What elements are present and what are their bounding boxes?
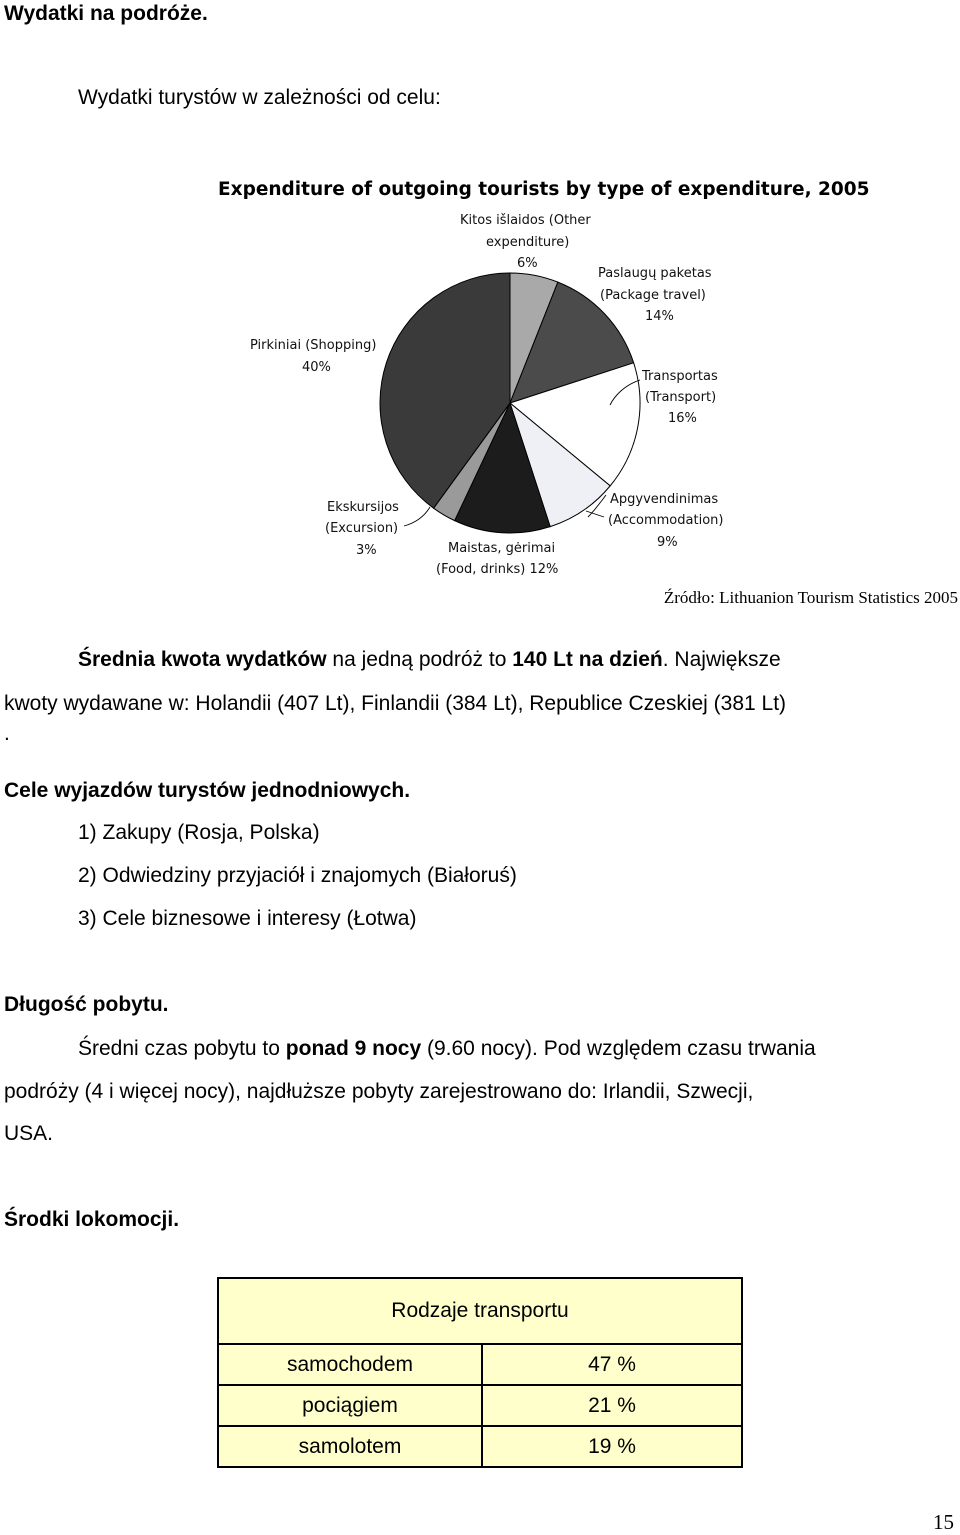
label-package <box>598 266 712 324</box>
label-shopping <box>250 338 376 375</box>
page-number: 15 <box>933 1510 954 1534</box>
list-item-shopping: 1) Zakupy (Rosja, Polska) <box>78 821 320 844</box>
label-transport-en: (Transport) <box>645 390 717 405</box>
table-cell-share: 19 % <box>482 1426 742 1467</box>
table-row <box>218 1344 742 1385</box>
table-row <box>218 1426 742 1467</box>
label-accommodation-lt: Apgyvendinimas <box>610 492 719 507</box>
stay-length-line3: USA. <box>4 1122 54 1145</box>
label-transport-lt: Transportas <box>642 369 718 384</box>
chart-source: Źródło: Lithuanion Tourism Statistics 2005 <box>663 588 958 607</box>
table-header-row <box>218 1278 742 1344</box>
label-other-lt: Kitos išlaidos (Other <box>460 213 591 228</box>
label-accommodation-en: (Accommodation) <box>608 513 724 528</box>
average-spend-tail: . Największe <box>662 648 781 671</box>
label-package-pct: 14% <box>645 309 674 324</box>
list-item-visits: 2) Odwiedziny przyjaciół i znajomych (Białoruś) <box>78 864 517 887</box>
label-package-en: (Package travel) <box>600 288 706 303</box>
table-row <box>218 1385 742 1426</box>
label-accommodation <box>608 492 723 550</box>
paragraph-average-spend <box>78 648 781 672</box>
label-food-lt: Maistas, gėrimai <box>448 541 556 556</box>
list-item-business: 3) Cele biznesowe i interesy (Łotwa) <box>78 907 417 930</box>
label-food-en: (Food, drinks) 12% <box>436 562 559 577</box>
table-cell-share: 21 % <box>482 1385 742 1426</box>
label-shopping-pct: 40% <box>302 360 331 375</box>
pie-slices <box>380 273 640 533</box>
chart-title: Expenditure of outgoing tourists by type of expenditure, 2005 <box>218 179 870 200</box>
average-spend-value: 140 Lt na dzień <box>512 648 663 671</box>
chart-intro-text: Wydatki turystów w zależności od celu: <box>78 86 441 109</box>
label-shopping-lt: Pirkiniai (Shopping) <box>250 338 377 353</box>
table-header: Rodzaje transportu <box>218 1278 742 1344</box>
label-food <box>436 541 558 577</box>
label-excursion <box>325 500 399 558</box>
section-heading-expenses: Wydatki na podróże. <box>4 2 208 25</box>
section-title-stay-length: Długość pobytu. <box>4 993 169 1016</box>
label-transport-pct: 16% <box>668 411 697 426</box>
label-package-lt: Paslaugų paketas <box>598 266 712 281</box>
expenditure-pie-chart <box>190 165 870 585</box>
label-excursion-en: (Excursion) <box>325 521 399 536</box>
stay-length-line1 <box>78 1037 816 1061</box>
label-excursion-pct: 3% <box>356 543 377 558</box>
section-title-day-trips: Cele wyjazdów turystów jednodniowych. <box>4 779 411 802</box>
paragraph-largest-spend: kwoty wydawane w: Holandii (407 Lt), Finlandii (384 Lt), Republice Czeskiej (381 Lt) <box>4 692 787 715</box>
stay-length-text: Średni czas pobytu to <box>78 1037 286 1060</box>
label-transport <box>641 369 718 426</box>
transport-table <box>217 1277 743 1468</box>
label-other <box>460 213 591 271</box>
paragraph-period: . <box>4 722 10 745</box>
label-other-pct: 6% <box>517 256 538 271</box>
leader-line-excursion <box>404 507 430 526</box>
average-spend-text: na jedną podróż to <box>326 648 513 671</box>
table-cell-mode: samolotem <box>218 1426 482 1467</box>
table-cell-mode: samochodem <box>218 1344 482 1385</box>
table-cell-mode: pociągiem <box>218 1385 482 1426</box>
stay-length-value: ponad 9 nocy <box>285 1037 422 1060</box>
label-accommodation-pct: 9% <box>657 535 678 550</box>
average-spend-label: Średnia kwota wydatków <box>78 648 327 671</box>
table-cell-share: 47 % <box>482 1344 742 1385</box>
label-excursion-lt: Ekskursijos <box>327 500 399 515</box>
stay-length-line2: podróży (4 i więcej nocy), najdłuższe pobyty zarejestrowano do: Irlandii, Szwecji, <box>4 1080 754 1103</box>
stay-length-tail: (9.60 nocy). Pod względem czasu trwania <box>421 1037 816 1060</box>
label-other-en: expenditure) <box>486 235 570 250</box>
section-title-transport: Środki lokomocji. <box>4 1208 180 1231</box>
